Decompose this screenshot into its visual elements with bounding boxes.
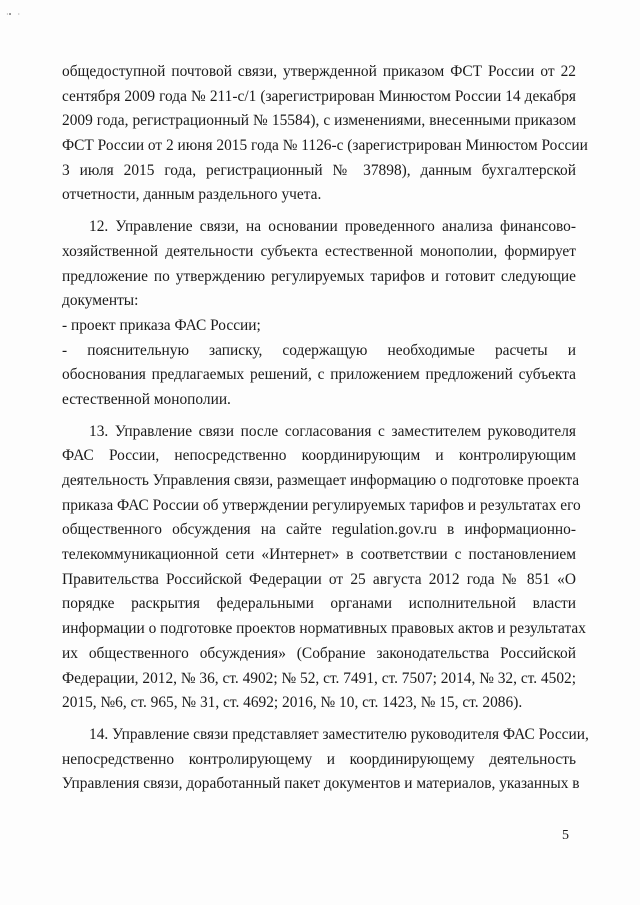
- text-line: 13. Управление связи после согласования с заместителем руководителя: [89, 422, 576, 440]
- paragraph-gap: [62, 716, 576, 723]
- document-body: [62, 60, 589, 797]
- text-line: отчетности, данным раздельного учета.: [62, 186, 322, 204]
- text-line: - пояснительную записку, содержащую необходимые расчеты и: [62, 341, 576, 359]
- text-line: 2015, №6, ст. 965, № 31, ст. 4692; 2016, № 10, ст. 1423, № 15, ст. 2086).: [62, 694, 523, 712]
- text-line: предложение по утверждению регулируемых тарифов и готовит следующие: [62, 267, 576, 285]
- text-line: Правительства Российской Федерации от 25 августа 2012 года № 851 «О: [62, 570, 576, 588]
- text-line: порядке раскрытия федеральными органами исполнительной власти: [62, 595, 576, 613]
- text-line: сентября 2009 года № 211-с/1 (зарегистрирован Минюстом России 14 декабря: [62, 87, 576, 105]
- text-line: деятельность Управления связи, размещает информацию о подготовке проекта: [62, 472, 580, 489]
- text-line: общественного обсуждения на сайте regulation.gov.ru в информационно-: [62, 521, 576, 539]
- text-line: общедоступной почтовой связи, утвержденной приказом ФСТ России от 22: [62, 63, 576, 80]
- text-line: информации о подготовке проектов нормативных правовых актов и результатах: [62, 620, 586, 638]
- text-line: телекоммуникационной сети «Интернет» в соответствии с постановлением: [62, 546, 576, 564]
- text-line: 14. Управление связи представляет заместителю руководителя ФАС России,: [89, 725, 589, 743]
- text-line: Управления связи, доработанный пакет документов и материалов, указанных в: [62, 775, 580, 793]
- scan-mark: ·• ·: [6, 10, 21, 19]
- text-line: Федерации, 2012, № 36, ст. 4902; № 52, ст. 7491, ст. 7507; 2014, № 32, ст. 4502;: [62, 669, 576, 687]
- text-line: ФСТ России от 2 июня 2015 года № 1126-с (зарегистрирован Минюстом России: [62, 137, 588, 155]
- text-line: приказа ФАС России об утверждении регулируемых тарифов и результатах его: [62, 496, 581, 514]
- text-line: их общественного обсуждения» (Собрание законодательства Российской: [62, 644, 576, 662]
- text-line: естественной монополии.: [62, 390, 231, 408]
- text-line: обоснования предлагаемых решений, с приложением предложений субъекта: [62, 366, 576, 384]
- text-line: хозяйственной деятельности субъекта естественной монополии, формирует: [62, 242, 576, 260]
- text-line: ФАС России, непосредственно координирующим и контролирующим: [62, 447, 576, 465]
- text-line: непосредственно контролирующему и координирующему деятельность: [62, 750, 576, 768]
- text-line: документы:: [62, 292, 139, 310]
- text-line: 3 июля 2015 года, регистрационный № 37898), данным бухгалтерской: [62, 161, 576, 179]
- text-line: 12. Управление связи, на основании проведенного анализа финансово-: [89, 218, 576, 236]
- paragraph-gap: [62, 413, 576, 420]
- text-line: 2009 года, регистрационный № 15584), с изменениями, внесенными приказом: [62, 112, 576, 130]
- text-line: - проект приказа ФАС России;: [62, 316, 261, 334]
- page-number: 5: [562, 828, 569, 843]
- paragraph-gap: [62, 208, 576, 215]
